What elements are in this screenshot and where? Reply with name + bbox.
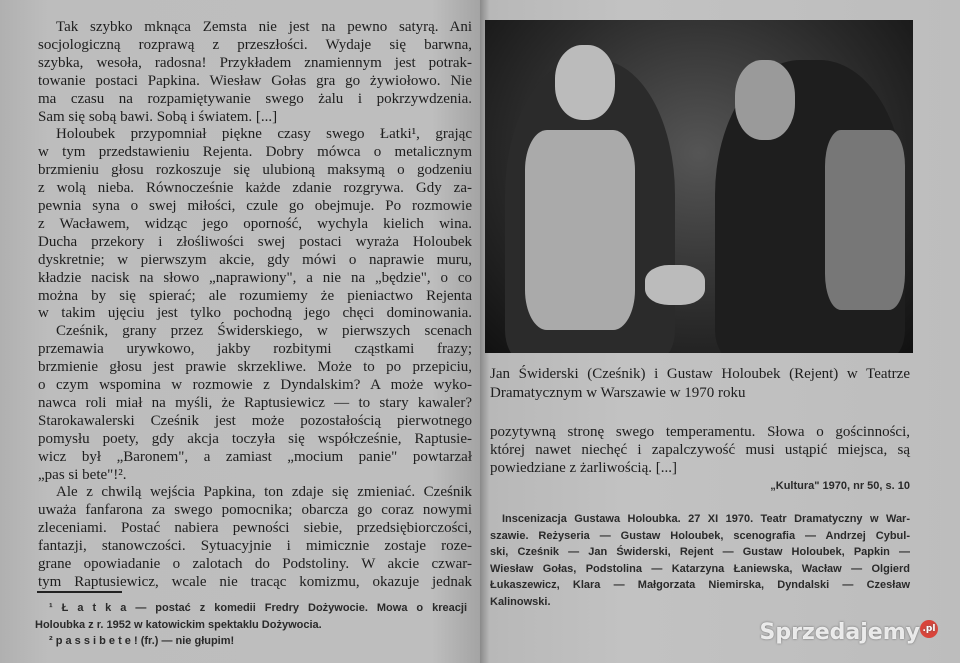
text-line: socjologiczną rozprawą z przeszłości. Wydaje się barwna, [38,36,472,53]
text-line: Ale z chwilą wejścia Papkina, ton zdaje się zmieniać. Cześnik [56,484,472,501]
footnote-line: ¹ Ł a t k a — postać z komedii Fredry Dożywocie. Mowa o kreacji [49,602,467,614]
text-line: uważa fanfarona za swego pomocnika; obarcza go coraz nowymi [38,502,472,519]
text-line: fantazji, stanowczości. Sytuacyjnie i mimicznie zostaje roze- [38,538,472,555]
text-line: Cześnik, grany przez Świderskiego, w pierwszych scenach [56,323,472,340]
text-line: w tym przedstawieniu Rejenta. Dobry mówca o metalicznym [38,144,472,161]
text-line: Tak szybko mknąca Zemsta nie jest na pewno satyrą. Ani [56,19,472,35]
text-line: dyskretnie; w pierwszym akcie, gdy mówi o naprawie muru, [38,251,472,268]
footnote-rule [37,591,122,593]
watermark-text: Sprzedajemy [759,620,920,645]
text-line: ma czasu na rozpamiętywanie swego żalu i pokrzywdzenia. [38,90,472,107]
text-line: której nawet niechęć i zapalczywość musi ustąpić miejsca, są [490,442,910,458]
watermark [760,620,939,645]
source-citation: „Kultura" 1970, nr 50, s. 10 [770,480,910,492]
text-line: „pas si bete"!². [38,466,127,483]
text-line: przemawia urywkowo, jakby rozbitymi cząstkami frazy; [38,341,472,358]
text-line: o czym wspomina w rozmowie z Dyndalskim? A może wyko- [38,377,472,393]
text-line: Ducha przekory i złośliwości swej postaci wyraża Holoubek [38,233,472,250]
text-line: wicz był „Baronem", a zamiast „mocium panie" powtarzał [38,448,472,465]
photo-caption-line: Dramatycznym w Warszawie w 1970 roku [490,384,746,401]
credits-line: Inscenizacja Gustawa Holoubka. 27 XI 1970. Teatr Dramatyczny w War- [502,513,910,525]
text-line: można by się spierać; ale rozumiemy że pieniactwo Rejenta [38,287,472,304]
text-line: z wolą nieba. Równocześnie każde zdanie rozgrywa. Gdy za- [38,180,472,197]
text-line: kładzie nacisk na słowo „naprawiony", a nie na „będzie", o co [38,269,472,286]
credits-line: ski, Cześnik — Jan Świderski, Rejent — Gustaw Holoubek, Papkin — [490,546,910,559]
watermark-badge: .pl [920,620,938,638]
text-line: nawca roli miał na myśli, że Raptusiewicz — to stary kawaler? [38,394,472,411]
text-line: z Wacławem, widząc jego oporność, wychyla kielich wina. [38,215,472,232]
text-line: brzmienie głosu jest prawie skrzekliwe. Może to po przepiciu, [38,359,472,376]
footnote-line: ² p a s s i b e t e ! (fr.) — nie głupim! [49,635,235,647]
text-line: towanie postaci Papkina. Wiesław Gołas gra go żywiołowo. Nie [38,72,472,89]
text-line: Starokawalerski Cześnik jest może pozostałością pierwotnego [38,412,472,429]
text-line: Holoubek przypomniał piękne czasy swego Łatki¹, grając [56,126,472,143]
photo-caption-line: Jan Świderski (Cześnik) i Gustaw Holoubek (Rejent) w Teatrze [490,366,910,382]
text-line: pewnia syna o swej miłości, czule go obejmuje. Po rozmowie [38,198,472,214]
text-line: pomysłu poety, gdy akcja toczyła się współcześnie, Raptusie- [38,430,472,447]
text-line: w takim ujęciu jest tylko pochodną jego chęci dominowania. [38,305,472,322]
credits-line: Wiesław Gołas, Podstolina — Katarzyna Łaniewska, Wacław — Olgierd [490,562,910,575]
text-line: tym Raptusiewicz, wcale nie tracąc komizmu, okazuje jednak [38,573,472,590]
text-line: Sam się sobą bawi. Sobą i światem. [...] [38,108,278,125]
credits-line: szawie. Reżyseria — Gustaw Holoubek, scenografia — Andrzej Cybul- [490,529,910,542]
text-line: zleceniami. Postać nabiera pewności siebie, przedsiębiorczości, [38,520,472,537]
credits-line: Łukaszewicz, Klara — Małgorzata Niemirska, Dyndalski — Czesław [490,579,910,592]
footnote-line: Holoubka z r. 1952 w katowickim spektaklu Dożywocia. [35,618,322,631]
text-line: grane opowiadanie o zalotach do Podstoliny. W akcie czwar- [38,556,472,572]
text-line: brzmieniu głosu rozkoszuje się ulubioną maksymą o godzeniu [38,162,472,179]
text-line: pozytywną stronę swego temperamentu. Słowa o gościnności, [490,424,910,440]
text-line: szybka, wesoła, radosna! Przykładem znamiennym jest potrak- [38,54,472,71]
text-line: powiedziane z żarliwością. [...] [490,460,677,476]
credits-line: Kalinowski. [490,596,551,608]
